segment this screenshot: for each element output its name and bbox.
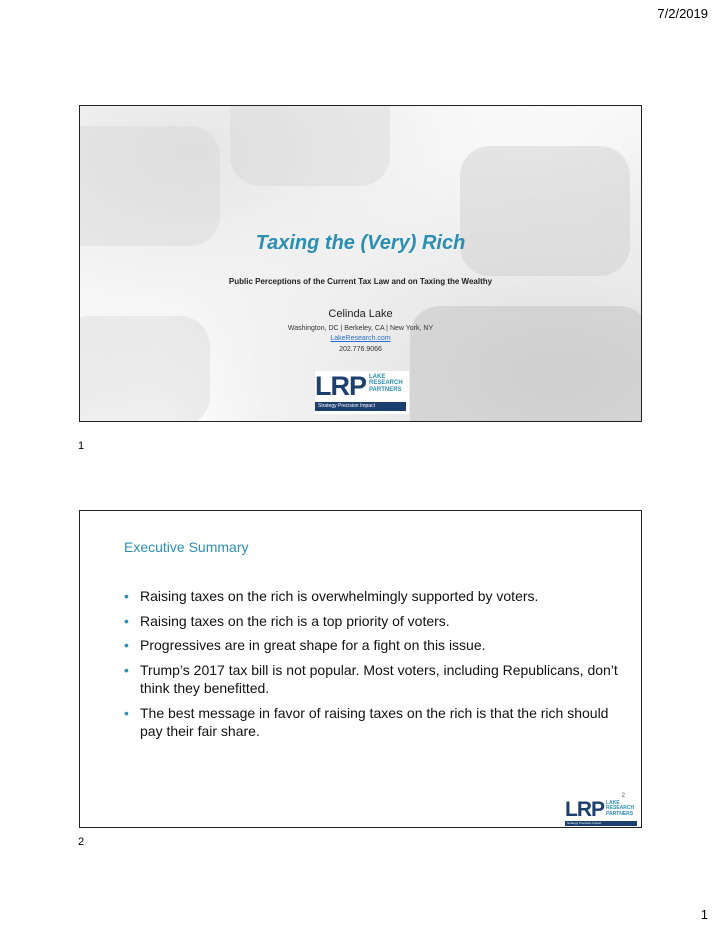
logo-line: LAKE [606, 800, 620, 806]
logo-line: RESEARCH [606, 805, 635, 812]
bullet-text: Raising taxes on the rich is overwhelmingly supported by voters. [140, 588, 539, 604]
bullet-icon: • [124, 637, 129, 653]
puzzle-piece-decoration [230, 105, 390, 186]
bullet-icon: • [124, 588, 129, 604]
logo-mark: LRP [565, 798, 604, 821]
slide-corner-number: 2 [621, 793, 625, 799]
lrp-logo [315, 371, 409, 414]
bullet-text: Progressives are in great shape for a fight on this issue. [140, 637, 486, 653]
bullet-text: The best message in favor of raising taxes on the rich is that the rich should pay their fair share. [140, 704, 609, 739]
office-locations: Washington, DC | Berkeley, CA | New York, NY [287, 325, 434, 332]
puzzle-piece-decoration [410, 306, 642, 422]
logo-tagline: Strategy Precision Impact [565, 821, 637, 826]
logo-mark: LRP [315, 371, 366, 401]
presentation-title: Taxing the (Very) Rich [255, 232, 466, 254]
phone-number: 202.776.9066 [339, 346, 382, 353]
bullet-item [124, 587, 624, 606]
bullet-item [124, 612, 624, 631]
executive-summary-slide [79, 510, 642, 828]
bullet-icon: • [124, 704, 129, 721]
slide-number: 1 [78, 440, 85, 452]
presenter-name: Celinda Lake [328, 308, 393, 320]
bullet-text: Raising taxes on the rich is a top priority of voters. [140, 612, 450, 629]
slide-title: Executive Summary [124, 539, 249, 555]
bullet-item [124, 661, 624, 698]
bullet-icon: • [124, 661, 129, 678]
logo-line: PARTNERS [369, 386, 402, 393]
slide-number: 2 [78, 836, 85, 848]
website-link[interactable]: LakeResearch.com [330, 335, 391, 342]
logo-tagline: Strategy Precision Impact [315, 402, 406, 411]
puzzle-piece-decoration [79, 126, 220, 246]
bullet-item [124, 704, 624, 741]
presentation-subtitle: Public Perceptions of the Current Tax Law and on Taxing the Wealthy [228, 277, 493, 286]
bullet-text: Trump’s 2017 tax bill is not popular. Most voters, including Republicans, don’t think they benefitted. [140, 661, 618, 696]
logo-line: PARTNERS [606, 810, 634, 817]
title-slide [79, 105, 642, 422]
logo-line: RESEARCH [369, 380, 403, 387]
bullet-icon: • [124, 612, 129, 629]
bullet-item [124, 636, 624, 655]
page-number: 1 [700, 907, 708, 922]
logo-wordmark [369, 374, 403, 393]
logo-wordmark [606, 801, 634, 817]
lrp-logo [565, 799, 641, 826]
logo-line: LAKE [369, 374, 386, 380]
puzzle-piece-decoration [460, 146, 630, 276]
bullet-list [124, 587, 624, 747]
header-date: 7/2/2019 [657, 6, 708, 21]
